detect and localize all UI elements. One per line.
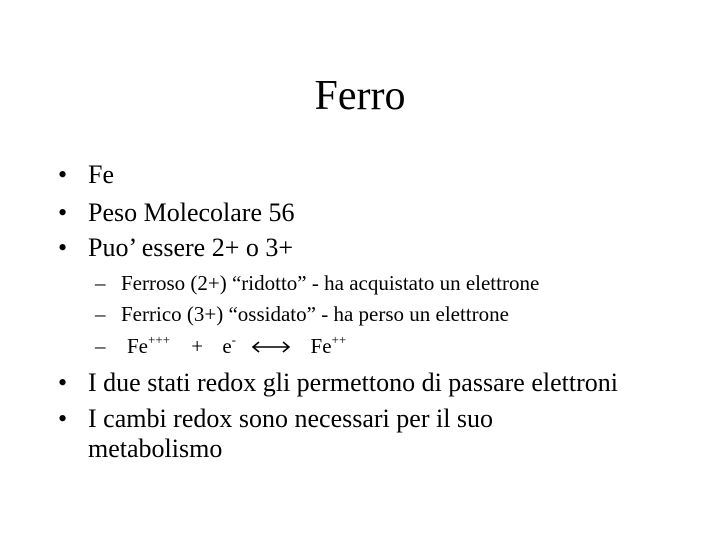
iron-right: Fe [310, 334, 332, 358]
iron-left: Fe [127, 334, 148, 358]
bullet-icon: • [58, 368, 68, 397]
bullet-icon: • [58, 233, 68, 262]
plus-sign: + [191, 334, 204, 358]
bullet-text: I due stati redox gli permettono di passare elettroni [88, 368, 618, 397]
bullet-text-continuation: metabolismo [88, 434, 223, 463]
electron-charge: - [231, 332, 237, 347]
iron-right-charge: ++ [331, 332, 347, 347]
bullet-icon: • [58, 160, 68, 189]
double-arrow-icon [251, 330, 291, 362]
dash-icon: – [95, 334, 106, 358]
bullet-icon: • [58, 198, 68, 227]
iron-left-charge: +++ [148, 332, 170, 347]
bullet-text: Puo’ essere 2+ o 3+ [88, 233, 294, 262]
dash-icon: – [95, 271, 106, 295]
dash-icon: – [95, 302, 106, 326]
sub-bullet-text: Ferrico (3+) “ossidato” - ha perso un elettrone [121, 302, 509, 326]
bullet-text: Peso Molecolare 56 [88, 198, 295, 227]
bullet-icon: • [58, 404, 68, 433]
bullet-text: I cambi redox sono necessari per il suo [88, 404, 494, 433]
bullet-text: Fe [88, 160, 114, 189]
equation [127, 330, 346, 362]
slide-title: Ferro [314, 73, 406, 119]
sub-bullet-text: Ferroso (2+) “ridotto” - ha acquistato un elettrone [121, 271, 540, 295]
electron: e [222, 334, 232, 358]
